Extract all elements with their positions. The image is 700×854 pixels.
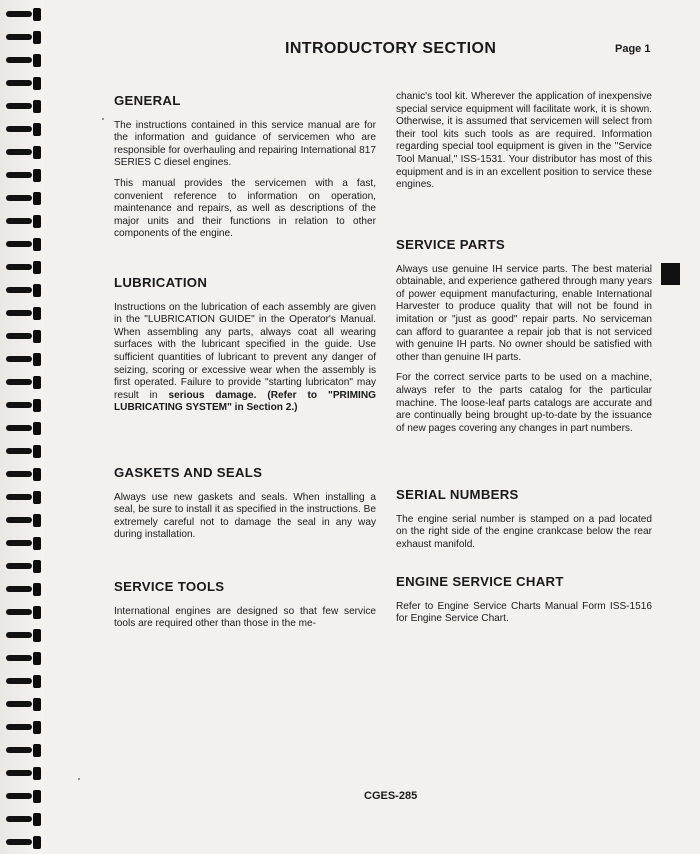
binding-coil [6, 836, 40, 849]
punch-hole [33, 307, 41, 320]
coil-wire [6, 494, 32, 500]
paragraph: Always use genuine IH service parts. The best material obtainable, and experience gathered through many years of power equipment manufacturing, enable International Harvester to produce quality that will not be found in imitation or "just as good" repair parts. No serviceman can afford to guarantee a repair job that is not serviced with genuine IH parts. No owner should be satisfied with other than genuine IH parts. [396, 263, 652, 363]
punch-hole [33, 8, 41, 21]
coil-wire [6, 425, 32, 431]
punch-hole [33, 146, 41, 159]
paragraph: This manual provides the servicemen with a fast, convenient reference to information on operation, maintenance and repairs, as well as descriptions of the major units and their functions in relation to other components of the engine. [114, 177, 376, 240]
paragraph [114, 302, 376, 415]
punch-hole [33, 100, 41, 113]
section-heading: SERVICE TOOLS [114, 579, 225, 594]
punch-hole [33, 399, 41, 412]
binding-coil [6, 744, 40, 757]
punch-hole [33, 215, 41, 228]
binding-coil [6, 238, 40, 251]
coil-wire [6, 57, 32, 63]
punch-hole [33, 169, 41, 182]
binding-coil [6, 514, 40, 527]
punch-hole [33, 721, 41, 734]
coil-wire [6, 402, 32, 408]
punch-hole [33, 468, 41, 481]
binding-coil [6, 652, 40, 665]
punch-hole [33, 422, 41, 435]
coil-wire [6, 609, 32, 615]
punch-hole [33, 514, 41, 527]
paragraph-text: Instructions on the lubrication of each assembly are given in the "LUBRICATION GUIDE" in the Operator's Manual. When assembling any parts, always coat all wearing surfaces with the lubricant specified in the guide. Use sufficient quantities of lubricant to prevent any danger of seizing, scoring or excessive wear when the assembly is first operated. Failure to provide "starting lubricaton" may result in [114, 301, 376, 401]
punch-hole [33, 284, 41, 297]
punch-hole [33, 192, 41, 205]
section-tab-marker [661, 263, 680, 285]
paragraph: Refer to Engine Service Charts Manual Form ISS-1516 for Engine Service Chart. [396, 600, 652, 625]
punch-hole [33, 261, 41, 274]
coil-wire [6, 747, 32, 753]
coil-wire [6, 80, 32, 86]
punch-hole [33, 606, 41, 619]
coil-wire [6, 103, 32, 109]
binding-coil [6, 192, 40, 205]
binding-coil [6, 583, 40, 596]
punch-hole [33, 629, 41, 642]
coil-wire [6, 333, 32, 339]
coil-wire [6, 379, 32, 385]
punch-hole [33, 537, 41, 550]
coil-wire [6, 816, 32, 822]
section-general [114, 95, 376, 249]
section-heading: LUBRICATION [114, 275, 208, 290]
emphasis-text: serious damage. (Refer to "PRIMING LUBRICATING SYSTEM" in Section 2.) [114, 389, 377, 414]
punch-hole [33, 790, 41, 803]
binding-coil [6, 537, 40, 550]
punch-hole [33, 767, 41, 780]
coil-wire [6, 149, 32, 155]
punch-hole [33, 330, 41, 343]
binding-coil [6, 721, 40, 734]
paper-speck [102, 118, 104, 120]
binding-coil [6, 606, 40, 619]
punch-hole [33, 675, 41, 688]
section-engine-service-chart [396, 576, 652, 634]
coil-wire [6, 218, 32, 224]
binding-coil [6, 307, 40, 320]
punch-hole [33, 77, 41, 90]
coil-wire [6, 126, 32, 132]
binding-coil [6, 215, 40, 228]
coil-wire [6, 793, 32, 799]
binding-coil [6, 790, 40, 803]
punch-hole [33, 813, 41, 826]
binding-coil [6, 8, 40, 21]
coil-wire [6, 724, 32, 730]
coil-wire [6, 563, 32, 569]
punch-hole [33, 698, 41, 711]
coil-wire [6, 586, 32, 592]
binding-coil [6, 491, 40, 504]
punch-hole [33, 652, 41, 665]
paragraph: The instructions contained in this service manual are for the information and guidance of servicemen who are responsible for overhauling and repairing International 817 SERIES C diesel engines. [114, 119, 376, 169]
binding-coil [6, 330, 40, 343]
binding-coil [6, 629, 40, 642]
binding-coil [6, 54, 40, 67]
page-title: INTRODUCTORY SECTION [285, 40, 497, 57]
punch-hole [33, 123, 41, 136]
binding-coil [6, 813, 40, 826]
binding-coil [6, 284, 40, 297]
binding-coil [6, 698, 40, 711]
page-number: Page 1 [615, 43, 651, 55]
binding-coil [6, 399, 40, 412]
binding-coil [6, 675, 40, 688]
paragraph: International engines are designed so that few service tools are required other than those in the me- [114, 605, 376, 630]
paragraph: Always use new gaskets and seals. When installing a seal, be sure to install it as specified in the instructions. Be extremely careful not to damage the seal in any way during installation. [114, 491, 376, 541]
binding-coil [6, 468, 40, 481]
binding-coil [6, 376, 40, 389]
section-gaskets [114, 467, 376, 550]
binding-coil [6, 560, 40, 573]
coil-wire [6, 655, 32, 661]
section-heading: ENGINE SERVICE CHART [396, 574, 564, 589]
punch-hole [33, 744, 41, 757]
coil-wire [6, 448, 32, 454]
section-heading: GASKETS AND SEALS [114, 465, 263, 480]
coil-wire [6, 540, 32, 546]
binding-coil [6, 77, 40, 90]
punch-hole [33, 238, 41, 251]
section-lubrication [114, 277, 376, 423]
binding-coil [6, 445, 40, 458]
coil-wire [6, 356, 32, 362]
punch-hole [33, 31, 41, 44]
coil-wire [6, 517, 32, 523]
punch-hole [33, 376, 41, 389]
section-tools-continued [396, 91, 652, 200]
coil-wire [6, 172, 32, 178]
binding-coil [6, 767, 40, 780]
punch-hole [33, 54, 41, 67]
section-service-parts [396, 239, 652, 443]
paper-speck [78, 778, 80, 780]
coil-wire [6, 34, 32, 40]
coil-wire [6, 701, 32, 707]
binding-coil [6, 100, 40, 113]
coil-wire [6, 241, 32, 247]
coil-wire [6, 287, 32, 293]
binding-coil [6, 31, 40, 44]
binding-coil [6, 123, 40, 136]
section-heading: GENERAL [114, 93, 181, 108]
section-serial-numbers [396, 489, 652, 559]
coil-wire [6, 471, 32, 477]
punch-hole [33, 445, 41, 458]
binding-coil [6, 422, 40, 435]
coil-wire [6, 770, 32, 776]
binding-coil [6, 146, 40, 159]
section-service-tools [114, 581, 376, 639]
coil-wire [6, 839, 32, 845]
punch-hole [33, 491, 41, 504]
section-heading: SERIAL NUMBERS [396, 487, 519, 502]
coil-wire [6, 195, 32, 201]
paragraph: chanic's tool kit. Wherever the application of inexpensive special service equipment will facilitate work, it is shown. Otherwise, it is assumed that servicemen will select from their tool kits such tools as are required. Information regarding special tool equipment is given in the "Service Tool Manual," ISS-1531. Your distributor has most of this equipment and is in an excellent position to service these engines. [396, 91, 652, 191]
form-code: CGES-285 [364, 790, 418, 802]
binding-coil [6, 353, 40, 366]
coil-wire [6, 678, 32, 684]
punch-hole [33, 583, 41, 596]
binding-coil [6, 261, 40, 274]
punch-hole [33, 560, 41, 573]
paragraph: For the correct service parts to be used on a machine, always refer to the parts catalog for the particular machine. The loose-leaf parts catalogs are accurate and are continually being brought up-to-date by the issuance of new pages covering any changes in part numbers. [396, 372, 652, 434]
coil-wire [6, 632, 32, 638]
binding-coil [6, 169, 40, 182]
section-heading: SERVICE PARTS [396, 237, 505, 252]
coil-wire [6, 11, 32, 17]
paragraph: The engine serial number is stamped on a pad located on the right side of the engine crankcase below the rear exhaust manifold. [396, 513, 652, 550]
spiral-binding [0, 0, 44, 854]
punch-hole [33, 836, 41, 849]
punch-hole [33, 353, 41, 366]
coil-wire [6, 310, 32, 316]
coil-wire [6, 264, 32, 270]
manual-page [52, 0, 692, 854]
